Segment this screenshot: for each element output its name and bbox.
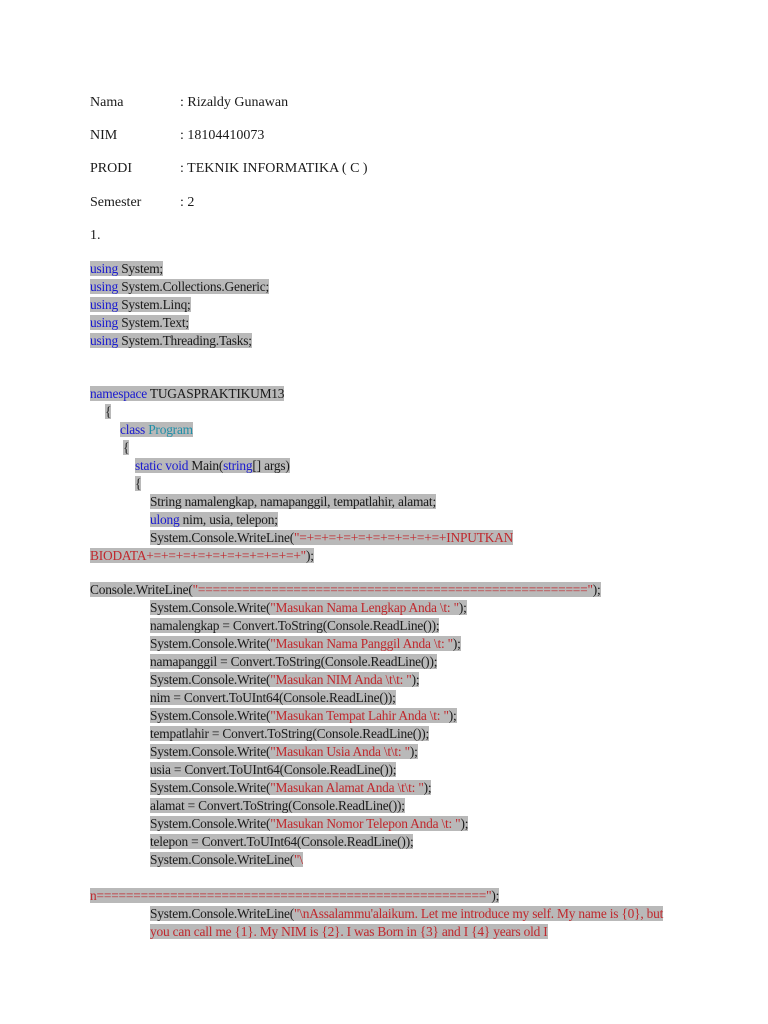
semester-value: : 2 <box>180 195 195 210</box>
code-line: tempatlahir = Convert.ToString(Console.ReadLine()); <box>150 726 430 741</box>
code-line: telepon = Convert.ToUInt64(Console.ReadLine()); <box>150 834 414 849</box>
code-line: usia = Convert.ToUInt64(Console.ReadLine()); <box>150 762 397 777</box>
nim-label: NIM <box>90 128 118 143</box>
code-line: using System.Text; <box>90 315 189 330</box>
code-line: nim = Convert.ToUInt64(Console.ReadLine()); <box>150 690 396 705</box>
code-line: { <box>105 404 112 419</box>
prodi-value: : TEKNIK INFORMATIKA ( C ) <box>180 161 368 176</box>
code-line: BIODATA+=+=+=+=+=+=+=+=+=+=+"); <box>90 548 314 563</box>
code-line: System.Console.Write("Masukan Tempat Lahir Anda \t: "); <box>150 708 457 723</box>
code-line: System.Console.Write("Masukan Nama Lengkap Anda \t: "); <box>150 600 467 615</box>
code-line: { <box>135 476 142 491</box>
code-line: System.Console.Write("Masukan Nomor Telepon Anda \t: "); <box>150 816 469 831</box>
info-nim <box>90 127 264 145</box>
code-line: using System.Collections.Generic; <box>90 279 270 294</box>
code-line: Console.WriteLine("====================================================="); <box>90 582 601 597</box>
code-line: System.Console.Write("Masukan Usia Anda \t\t: "); <box>150 744 418 759</box>
semester-label: Semester <box>90 195 142 210</box>
code-line: System.Console.Write("Masukan Alamat Anda \t\t: "); <box>150 780 432 795</box>
using-block <box>90 260 680 350</box>
prodi-label: PRODI <box>90 161 133 176</box>
code-line: { <box>123 440 130 455</box>
code-line: using System.Linq; <box>90 297 191 312</box>
code-line: String namalengkap, namapanggil, tempatlahir, alamat; <box>150 494 436 509</box>
namespace-block <box>90 385 680 565</box>
code-line <box>90 869 680 887</box>
info-nama <box>90 94 288 112</box>
code-line: namespace TUGASPRAKTIKUM13 <box>90 386 285 401</box>
code-line: using System; <box>90 261 163 276</box>
code-line: namalengkap = Convert.ToString(Console.ReadLine()); <box>150 618 440 633</box>
code-line: System.Console.Write("Masukan Nama Panggil Anda \t: "); <box>150 636 461 651</box>
nama-label: Nama <box>90 95 124 110</box>
code-line: using System.Threading.Tasks; <box>90 333 252 348</box>
console-block <box>90 581 680 941</box>
code-line: System.Console.WriteLine("\ <box>150 852 303 867</box>
code-line: alamat = Convert.ToString(Console.ReadLine()); <box>150 798 405 813</box>
nama-value: : Rizaldy Gunawan <box>180 95 289 110</box>
code-line: class Program <box>120 422 193 437</box>
code-line: System.Console.WriteLine("\nAssalammu'alaikum. Let me introduce my self. My name is {0}, but you can call me {1}. My NIM is {2}. I was Born in {3} and I {4} years old I <box>150 906 664 939</box>
info-prodi <box>90 160 368 178</box>
question-number: 1. <box>90 228 101 243</box>
code-line: namapanggil = Convert.ToString(Console.ReadLine()); <box>150 654 438 669</box>
code-line: ulong nim, usia, telepon; <box>150 512 278 527</box>
code-line: static void Main(string[] args) <box>135 458 290 473</box>
code-line: n====================================================="); <box>90 888 500 903</box>
nim-value: : 18104410073 <box>180 128 265 143</box>
info-semester <box>90 194 194 212</box>
code-line: System.Console.WriteLine("=+=+=+=+=+=+=+=+=+=+INPUTKAN <box>150 530 514 545</box>
code-line: System.Console.Write("Masukan NIM Anda \t\t: "); <box>150 672 420 687</box>
